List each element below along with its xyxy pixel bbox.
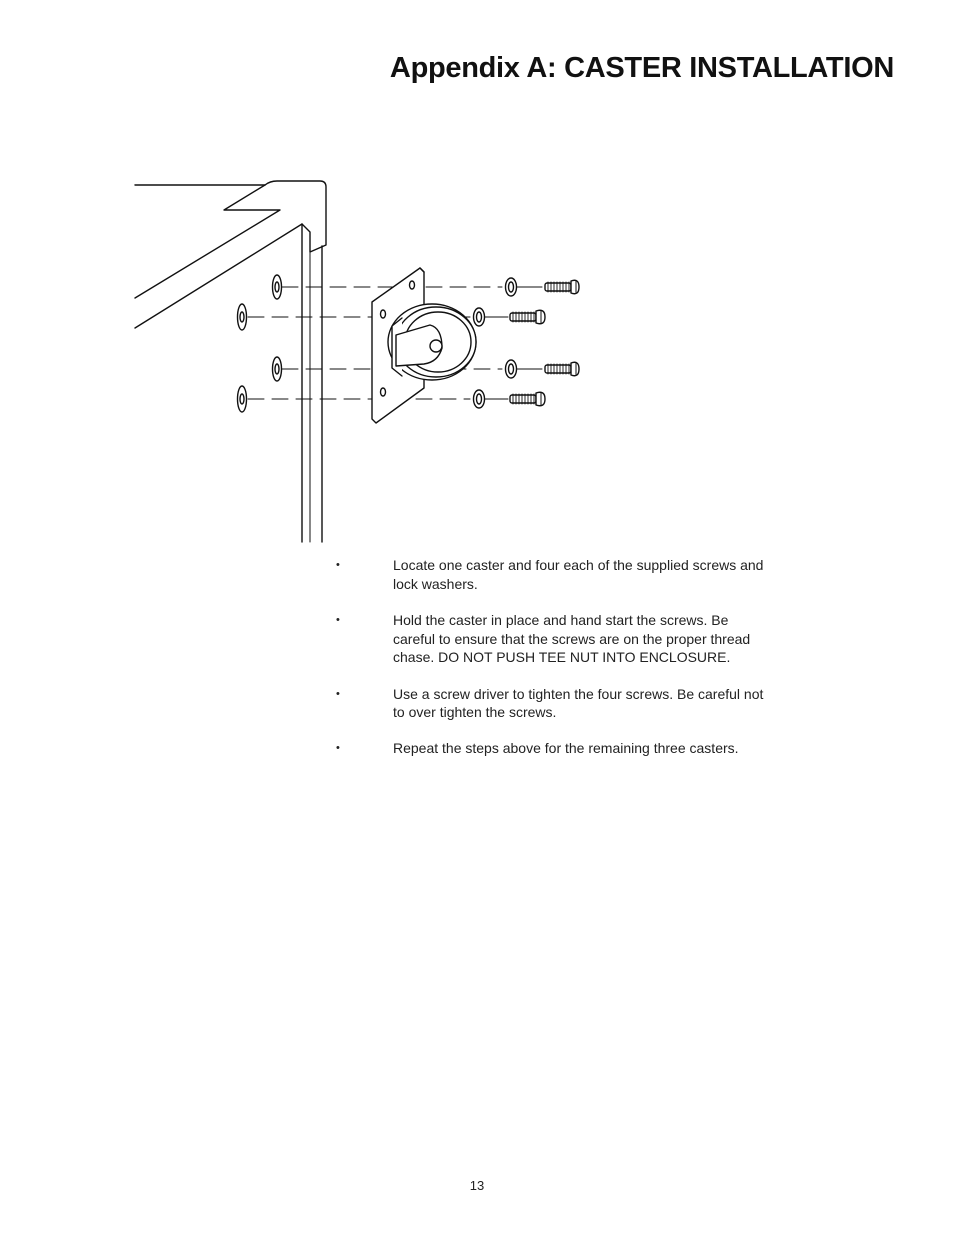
enclosure-hole-2: [238, 304, 247, 330]
list-item: [336, 556, 766, 593]
step-text: Use a screw driver to tighten the four screws. Be careful not to over tighten the screws.: [393, 685, 764, 721]
list-item: [336, 611, 766, 667]
enclosure-hole-3: [273, 357, 282, 381]
lock-washer-3: [506, 360, 543, 378]
page-number: 13: [469, 1178, 485, 1193]
enclosure-hole-1: [273, 275, 282, 299]
lock-washer-4: [474, 390, 509, 408]
page-title: Appendix A: CASTER INSTALLATION: [389, 52, 894, 84]
caster-installation-diagram: [120, 170, 600, 550]
bullet: •: [336, 742, 340, 755]
screw-2: [510, 310, 545, 324]
bullet: •: [336, 613, 340, 626]
instruction-list: [336, 556, 766, 776]
screw-3: [545, 362, 579, 376]
enclosure-corner: [135, 181, 326, 542]
caster: [372, 268, 476, 423]
list-item: [336, 685, 766, 722]
screw-4: [510, 392, 545, 406]
screw-1: [545, 280, 579, 294]
lock-washer-2: [474, 308, 509, 326]
step-text: Locate one caster and four each of the supplied screws and lock washers.: [393, 557, 764, 592]
list-item: [336, 739, 766, 758]
enclosure-hole-4: [238, 386, 247, 412]
bullet: •: [336, 559, 340, 571]
lock-washer-1: [506, 278, 543, 296]
step-text: Repeat the steps above for the remaining three casters.: [393, 740, 739, 757]
bullet: •: [336, 687, 340, 700]
step-text: Hold the caster in place and hand start the screws. Be careful to ensure that the screws are on the proper thread chase. DO NOT PUSH TEE NUT INTO ENCLOSURE.: [393, 611, 751, 666]
